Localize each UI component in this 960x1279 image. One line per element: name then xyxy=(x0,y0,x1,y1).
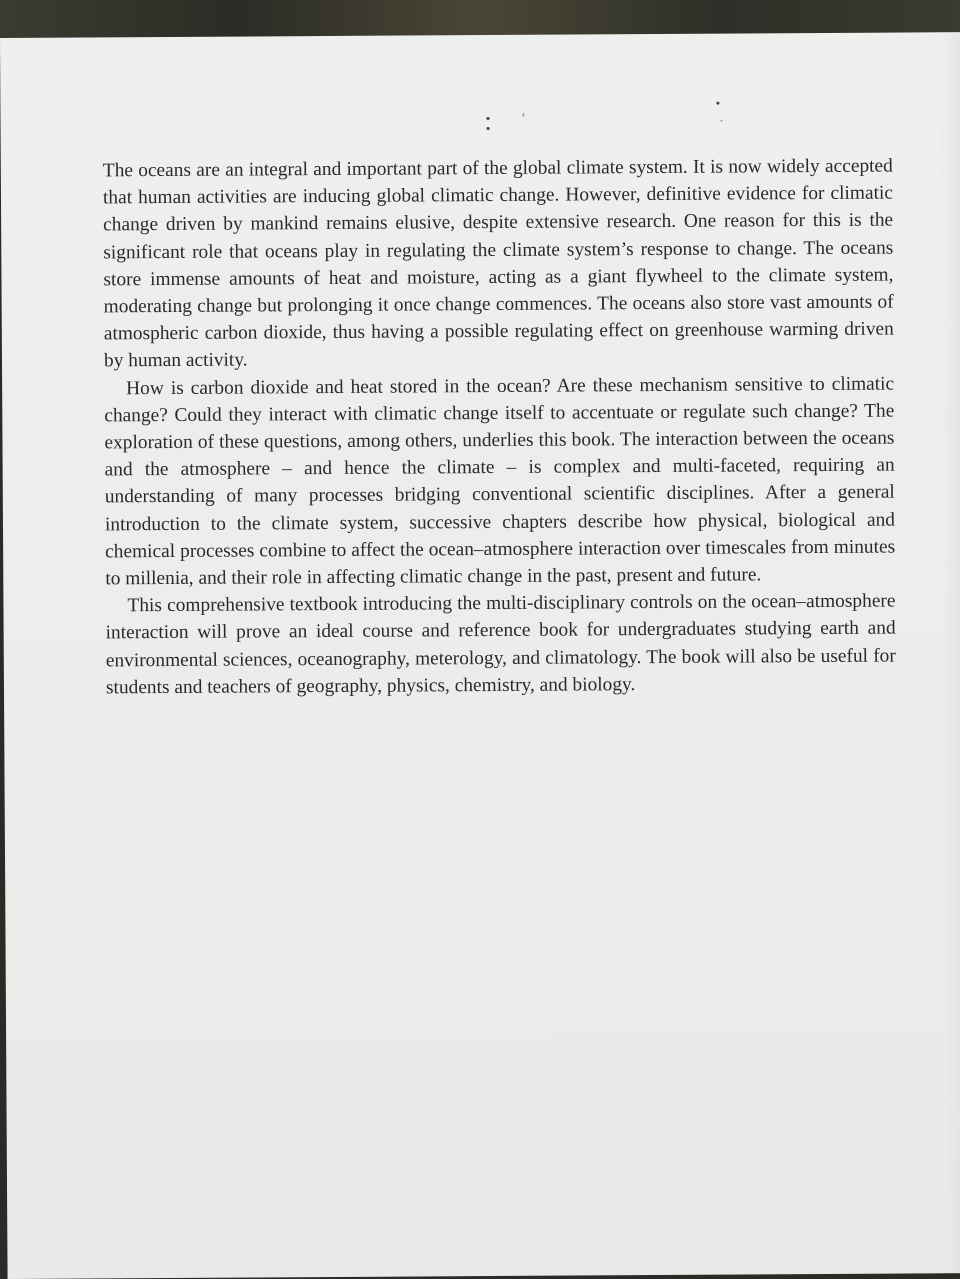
back-cover-blurb xyxy=(103,153,896,702)
book-page xyxy=(0,32,960,1279)
speck xyxy=(522,113,524,117)
paragraph-questions: How is carbon dioxide and heat stored in the ocean? Are these mechanism sensitive to climatic change? Could they interact with climatic change itself to accentuate or regulate such change? The exploration of these questions, among others, underlies this book. The interaction between the oceans and the atmosphere – and hence the climate – is complex and multi-faceted, requiring an understanding of many processes bridging conventional scientific disciplines. After a general introduction to the climate system, successive chapters describe how physical, biological and chemical processes combine to affect the ocean–atmosphere interaction over timescales from minutes to millenia, and their role in affecting climatic change in the past, present and future. xyxy=(104,373,896,590)
paragraph-intro: The oceans are an integral and important part of the global climate system. It is now widely accepted that human activities are inducing global climatic change. However, definitive evidence for climatic change driven by mankind remains elusive, despite extensive research. One reason for this is the significant role that oceans play in regulating the climate system’s response to change. The oceans store immense amounts of heat and moisture, acting as a giant flywheel to the climate system, moderating change but prolonging it once change commences. The oceans also store vast amounts of atmospheric carbon dioxide, thus having a possible regulating effect on greenhouse warming driven by human activity. xyxy=(102,155,894,372)
speck xyxy=(721,120,723,122)
speck xyxy=(716,102,719,105)
speck xyxy=(486,117,489,120)
page-edge-shadow xyxy=(938,32,960,1273)
page-specks xyxy=(480,73,740,115)
speck xyxy=(487,127,490,130)
paragraph-audience: This comprehensive textbook introducing the multi-disciplinary controls on the ocean–atmosphere interaction will prove an ideal course and reference book for undergraduates studying earth and environmental sciences, oceanography, meterology, and climatology. The book will also be useful for students and teachers of geography, physics, chemistry, and biology. xyxy=(105,590,896,699)
